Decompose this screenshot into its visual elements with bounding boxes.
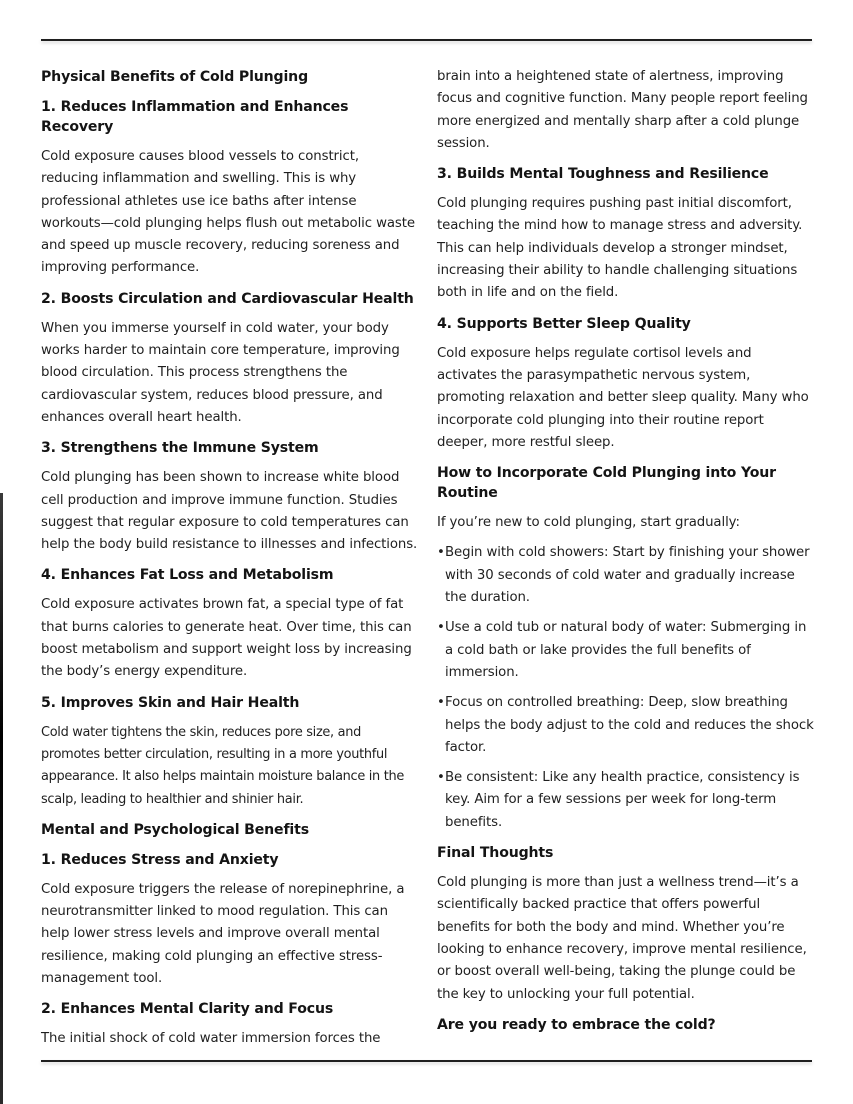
- tip-text: Use a cold tub or natural body of water: Submerging in a cold bath or lake provides the full benefits of immersion.: [445, 620, 807, 680]
- benefit-body: Cold exposure activates brown fat, a special type of fat that burns calories to generate heat. Over time, this can boost metabolism and support weight loss by increasing the body’s energy expenditure.: [41, 597, 412, 680]
- list-item: [437, 542, 815, 617]
- final-thoughts-heading: Final Thoughts: [437, 845, 554, 862]
- benefit-body-part1: The initial shock of cold water immersion forces the: [41, 1031, 381, 1047]
- right-column: [437, 66, 815, 1044]
- final-thoughts-body: Cold plunging is more than just a wellness trend—it’s a scientifically backed practice that offers powerful benefits for both the body and mind. Whether you’re looking to enhance recovery, improve mental resilience, or boost overall well-being, taking the plunge could be the key to unlocking your full potential.: [437, 875, 807, 1002]
- benefit-title: 4. Supports Better Sleep Quality: [437, 315, 691, 332]
- bullet-icon: •: [437, 770, 445, 786]
- bullet-icon: •: [437, 545, 445, 561]
- benefit-title: 3. Builds Mental Toughness and Resilience: [437, 166, 769, 183]
- tip-text: Begin with cold showers: Start by finishing your shower with 30 seconds of cold water and gradually increase the duration.: [445, 545, 810, 606]
- bullet-icon: •: [437, 695, 445, 711]
- routine-heading: How to Incorporate Cold Plunging into Your Routine: [437, 465, 776, 502]
- benefit-body-part2: brain into a heightened state of alertness, improving focus and cognitive function. Many people report feeling more energized and mentally sharp after a cold plunge session.: [437, 69, 808, 151]
- bullet-icon: •: [437, 620, 445, 636]
- benefit-title: 3. Strengthens the Immune System: [41, 440, 319, 457]
- benefit-body: When you immerse yourself in cold water, your body works harder to maintain core temperature, improving blood circulation. This process strengthens the cardiovascular system, reduces blood pressure, and enhances overall heart health.: [41, 320, 400, 425]
- benefit-title: 1. Reduces Inflammation and Enhances Recovery: [41, 99, 349, 135]
- closing-question: Are you ready to embrace the cold?: [437, 1016, 716, 1033]
- benefit-body: Cold exposure helps regulate cortisol levels and activates the parasympathetic nervous system, promoting relaxation and better sleep quality. Many who incorporate cold plunging into their routine report deeper, more restful sleep.: [437, 345, 809, 450]
- benefit-body: Cold plunging has been shown to increase white blood cell production and improve immune function. Studies suggest that regular exposure to cold temperatures can help the body build resistance to illnesses and infections.: [41, 470, 418, 553]
- benefit-title: 2. Boosts Circulation and Cardiovascular Health: [41, 290, 414, 307]
- routine-intro: If you’re new to cold plunging, start gradually:: [437, 515, 740, 531]
- list-item: [437, 617, 815, 692]
- routine-tips-list: [437, 542, 815, 842]
- benefit-body: Cold exposure triggers the release of norepinephrine, a neurotransmitter linked to mood regulation. This can help lower stress levels and improve overall mental resilience, making cold plunging an effective stress-management tool.: [41, 881, 405, 987]
- benefit-title: 1. Reduces Stress and Anxiety: [41, 851, 279, 868]
- left-column: [41, 66, 419, 1059]
- physical-benefits-heading: Physical Benefits of Cold Plunging: [41, 69, 309, 85]
- benefit-title: 2. Enhances Mental Clarity and Focus: [41, 1001, 334, 1018]
- mental-benefits-heading: Mental and Psychological Benefits: [41, 821, 309, 838]
- benefit-body: Cold plunging requires pushing past initial discomfort, teaching the mind how to manage stress and adversity. This can help individuals develop a stronger mindset, increasing their ability to handle challenging situations both in life and on the field.: [437, 196, 803, 301]
- list-item: [437, 692, 815, 767]
- list-item: [437, 767, 815, 842]
- bottom-divider: [41, 1060, 812, 1062]
- left-edge-image-strip: [0, 493, 3, 1104]
- tip-text: Focus on controlled breathing: Deep, slow breathing helps the body adjust to the cold and reduces the shock factor.: [445, 695, 814, 755]
- benefit-title: 5. Improves Skin and Hair Health: [41, 694, 300, 711]
- benefit-title: 4. Enhances Fat Loss and Metabolism: [41, 567, 334, 584]
- benefit-body: Cold water tightens the skin, reduces pore size, and promotes better circulation, resulting in a more youthful appearance. It also helps maintain moisture balance in the scalp, leading to healthier and shinier hair.: [41, 724, 404, 807]
- top-divider: [41, 39, 812, 41]
- tip-text: Be consistent: Like any health practice, consistency is key. Aim for a few sessions per week for long-term benefits.: [445, 770, 800, 830]
- benefit-body: Cold exposure causes blood vessels to constrict, reducing inflammation and swelling. This is why professional athletes use ice baths after intense workouts—cold plunging helps flush out metabolic waste and speed up muscle recovery, reducing soreness and improving performance.: [41, 149, 415, 276]
